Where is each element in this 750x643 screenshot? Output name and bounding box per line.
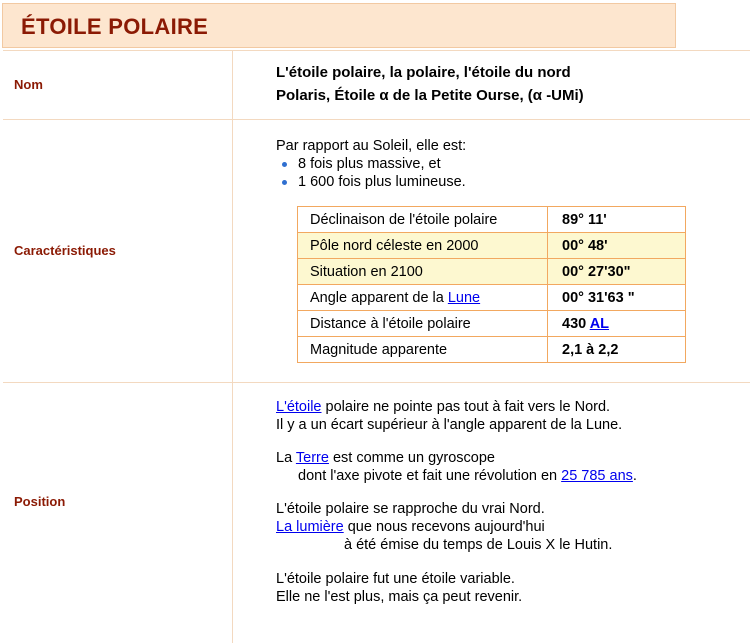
row-value: 89° 11'	[548, 207, 686, 233]
paragraph-text: La	[276, 450, 296, 466]
table-row	[298, 285, 686, 311]
nom-line-1: L'étoile polaire, la polaire, l'étoile du nord	[276, 64, 571, 81]
paragraph-line	[276, 398, 622, 416]
paragraph-text: dont l'axe pivote et fait une révolution en	[298, 468, 562, 484]
column-divider	[232, 120, 233, 382]
paragraph-line	[276, 467, 637, 485]
paragraph-text: est comme un gyroscope	[328, 450, 495, 466]
paragraph-text: .	[632, 468, 637, 484]
table-row	[298, 233, 686, 259]
terre-link[interactable]: Terre	[295, 450, 329, 466]
row-name	[298, 285, 548, 311]
revolution-link[interactable]: 25 785 ans	[561, 468, 633, 484]
table-row	[298, 311, 686, 337]
caracteristiques-intro: Par rapport au Soleil, elle est:	[276, 138, 467, 154]
row-value: 00° 31'63 "	[548, 285, 686, 311]
paragraph-line: L'étoile polaire se rapproche du vrai Nord.	[276, 501, 545, 517]
row-value: 00° 48'	[548, 233, 686, 259]
label-position: Position	[14, 494, 66, 509]
paragraph-text: polaire ne pointe pas tout à fait vers le Nord.	[321, 399, 611, 415]
position-paragraph-2	[276, 449, 637, 485]
nom-line-2: Polaris, Étoile α de la Petite Ourse, (α -UMi)	[276, 87, 584, 104]
caracteristiques-bullets	[280, 155, 466, 191]
nom-values	[276, 61, 584, 107]
column-divider	[232, 51, 233, 119]
row-value: 2,1 à 2,2	[548, 337, 686, 363]
paragraph-line	[276, 518, 612, 536]
paragraph-line: à été émise du temps de Louis X le Hutin.	[344, 537, 613, 553]
paragraph-line: Elle ne l'est plus, mais ça peut revenir.	[276, 589, 523, 605]
page-title: ÉTOILE POLAIRE	[21, 14, 209, 39]
title-bar	[2, 3, 676, 48]
label-nom: Nom	[14, 77, 43, 92]
row-name-prefix: Angle apparent de la	[310, 289, 448, 306]
lumiere-link[interactable]: La lumière	[276, 519, 344, 535]
row-name: Magnitude apparente	[298, 337, 548, 363]
position-paragraph-4	[276, 570, 522, 606]
row-name: Distance à l'étoile polaire	[298, 311, 548, 337]
list-item: 8 fois plus massive, et	[280, 155, 466, 173]
etoile-link[interactable]: L'étoile	[276, 399, 322, 415]
row-name: Pôle nord céleste en 2000	[298, 233, 548, 259]
paragraph-line: L'étoile polaire fut une étoile variable.	[276, 571, 515, 587]
paragraph-line	[276, 449, 637, 467]
table-row	[298, 259, 686, 285]
column-divider	[232, 383, 233, 643]
row-name: Déclinaison de l'étoile polaire	[298, 207, 548, 233]
paragraph-line: Il y a un écart supérieur à l'angle apparent de la Lune.	[276, 417, 623, 433]
list-item: 1 600 fois plus lumineuse.	[280, 173, 466, 191]
position-paragraph-3	[276, 500, 612, 554]
characteristics-table	[297, 206, 686, 363]
row-value-prefix: 430	[562, 315, 590, 332]
row-value	[548, 311, 686, 337]
label-caracteristiques: Caractéristiques	[14, 243, 116, 258]
table-row	[298, 337, 686, 363]
row-value: 00° 27'30"	[548, 259, 686, 285]
position-paragraph-1	[276, 398, 622, 434]
row-name: Situation en 2100	[298, 259, 548, 285]
lune-link[interactable]: Lune	[447, 289, 481, 306]
table-row	[298, 207, 686, 233]
al-link[interactable]: AL	[589, 315, 610, 332]
paragraph-text: que nous recevons aujourd'hui	[343, 519, 545, 535]
